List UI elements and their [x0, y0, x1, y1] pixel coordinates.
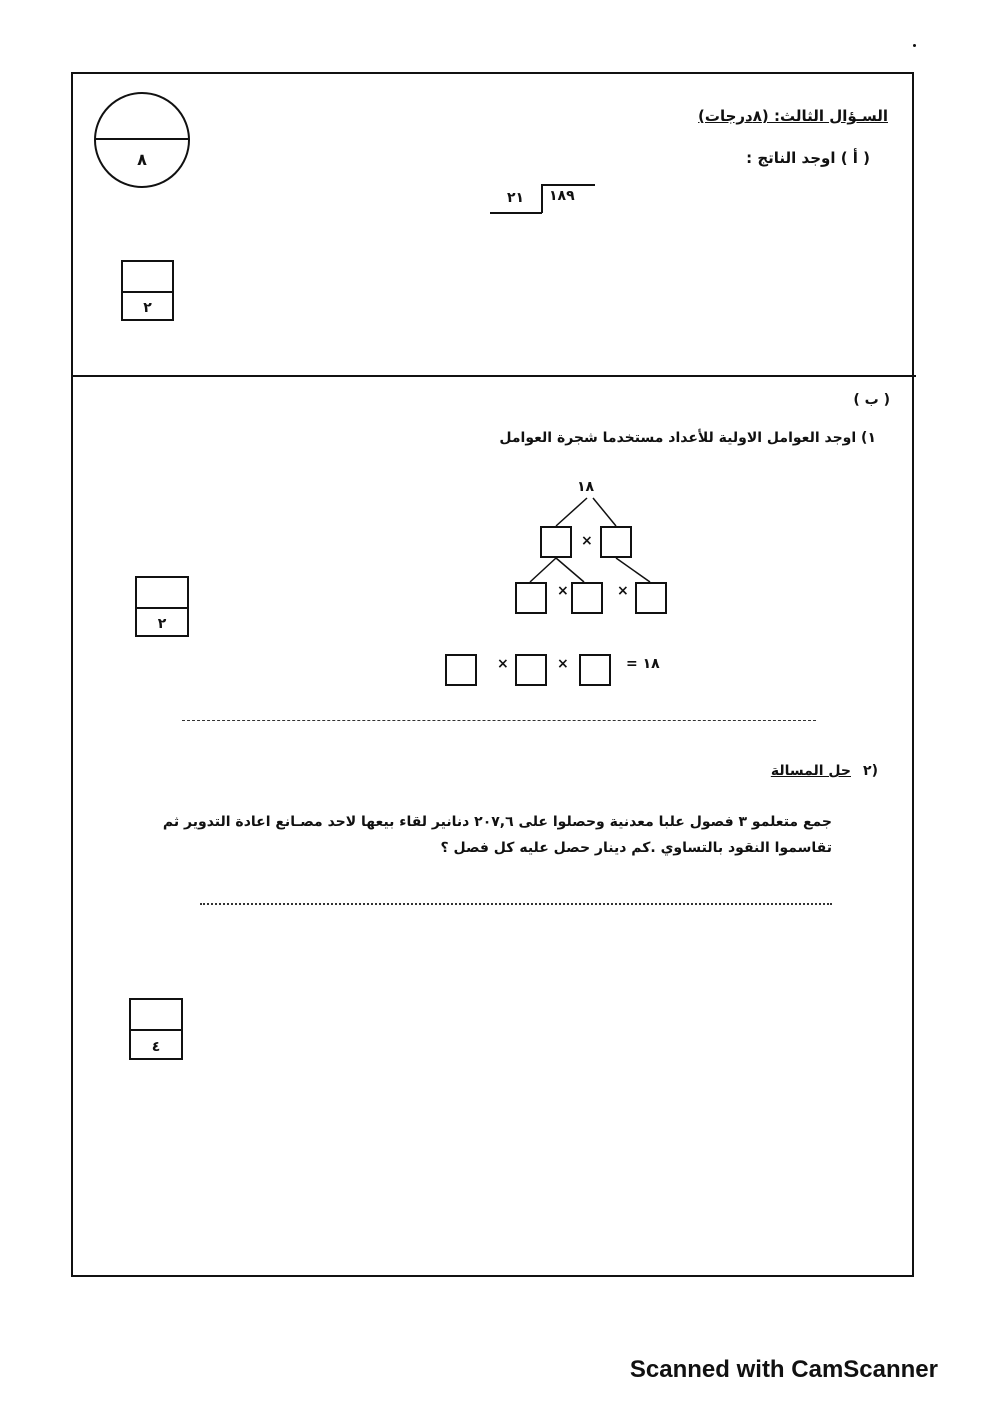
answer-box[interactable]	[445, 654, 477, 686]
total-score-circle	[94, 92, 190, 188]
scanner-watermark: Scanned with CamScanner	[629, 1356, 938, 1383]
division-bar-side	[541, 184, 543, 213]
times-sign: ×	[557, 583, 569, 599]
score-box-divider	[123, 291, 172, 293]
separator-dashed-line	[182, 720, 816, 721]
dividend: ١٨٩	[549, 188, 575, 204]
branch-line	[593, 498, 616, 526]
score-box-divider	[137, 607, 187, 609]
q2-title: حل المسالة	[770, 763, 851, 779]
branch-line	[556, 498, 587, 526]
times-sign: ×	[497, 656, 509, 672]
equation-result: = ١٨	[626, 656, 660, 672]
division-underline	[490, 212, 542, 214]
q2-problem-line-2: تقاسموا النقود بالتساوي .كم دينار حصل عليه كل فصل ؟	[440, 840, 832, 856]
branch-line	[556, 558, 584, 582]
section-divider	[71, 375, 916, 377]
divisor: ٢١	[507, 190, 525, 206]
times-sign: ×	[617, 583, 629, 599]
division-bar-top	[541, 184, 595, 186]
tree-root-number: ١٨	[577, 479, 595, 495]
score-box-divider	[131, 1029, 181, 1031]
score-box-a	[121, 260, 174, 321]
times-sign: ×	[557, 656, 569, 672]
scan-mark	[913, 44, 916, 47]
answer-box[interactable]	[579, 654, 611, 686]
question-heading: السـؤال الثالث: (٨درجات)	[698, 107, 888, 125]
score-box-b1	[135, 576, 189, 637]
answer-box[interactable]	[515, 654, 547, 686]
q2-number: ٢)	[863, 763, 878, 779]
total-score-value: ٨	[137, 150, 147, 169]
part-a-instruction: ( أ ) اوجد الناتج :	[746, 149, 870, 167]
factor-box[interactable]	[600, 526, 632, 558]
part-b-label: ( ب )	[853, 392, 890, 408]
q1-text: ١) اوجد العوامل الاولية للأعداد مستخدما شجرة العوامل	[499, 430, 876, 446]
branch-line	[530, 558, 556, 582]
factor-box[interactable]	[540, 526, 572, 558]
score-box-b2	[129, 998, 183, 1060]
score-value: ٢	[143, 300, 152, 316]
branch-line	[616, 558, 650, 582]
q2-problem-line-1: جمع متعلمو ٣ فصول علبا معدنية وحصلوا على ٢٠٧,٦ دنانير لقاء بيعها لاحد مصـانع اعادة التدوير ثم	[162, 814, 832, 830]
factor-box[interactable]	[635, 582, 667, 614]
times-sign: ×	[581, 533, 593, 549]
score-value: ٤	[151, 1039, 161, 1055]
factor-box[interactable]	[571, 582, 603, 614]
score-divider	[96, 138, 188, 140]
score-value: ٢	[157, 616, 167, 632]
factor-box[interactable]	[515, 582, 547, 614]
exam-frame	[71, 72, 914, 1277]
answer-dotted-line[interactable]	[200, 903, 832, 905]
